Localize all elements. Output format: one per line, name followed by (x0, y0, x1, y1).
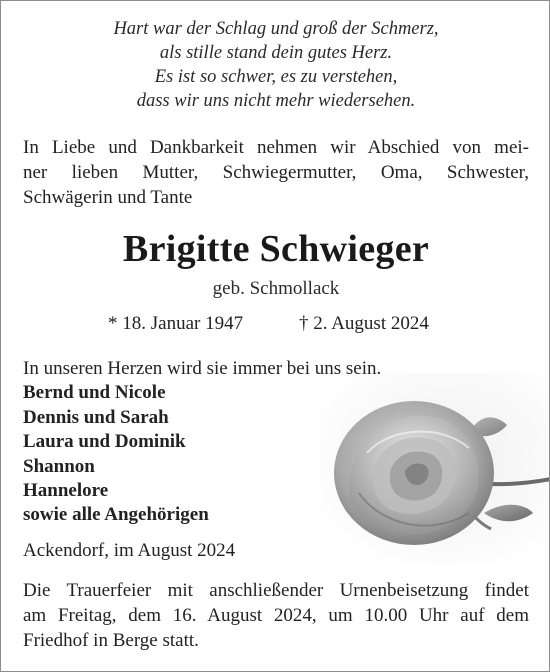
family-member: Dennis und Sarah (23, 406, 169, 428)
poem-line: Es ist so schwer, es zu verstehen, (154, 67, 398, 87)
place-and-date: Ackendorf, im August 2024 (23, 540, 236, 561)
memorial-poem (1, 17, 550, 113)
intro-line: In Liebe und Dankbarkeit nehmen wir Abschied von mei- (23, 137, 529, 158)
deceased-name: Brigitte Schwieger (122, 228, 430, 270)
service-line: am Freitag, dem 16. August 2024, um 10.00 Uhr auf dem (23, 605, 529, 626)
poem-line: dass wir uns nicht mehr wiedersehen. (136, 91, 416, 111)
farewell-intro (23, 135, 529, 210)
birth-date: * 18. Januar 1947 (108, 313, 244, 334)
birth-name: geb. Schmollack (212, 278, 340, 299)
poem-line: als stille stand dein gutes Herz. (159, 43, 393, 63)
funeral-service-info (23, 578, 529, 653)
poem-line: Hart war der Schlag und groß der Schmerz, (113, 19, 439, 39)
intro-line: ner lieben Mutter, Schwiegermutter, Oma, Schwester, (23, 162, 529, 183)
service-line: Friedhof in Berge statt. (23, 630, 199, 651)
family-signatures (23, 357, 529, 528)
family-member: Bernd und Nicole (23, 382, 166, 404)
family-lead-line: In unseren Herzen wird sie immer bei uns sein. (23, 358, 382, 379)
family-member: Laura und Dominik (23, 431, 186, 453)
family-member: sowie alle Angehörigen (23, 504, 209, 526)
death-date: † 2. August 2024 (299, 313, 429, 334)
family-member: Shannon (23, 455, 95, 477)
service-line: Die Trauerfeier mit anschließender Urnenbeisetzung findet (23, 580, 529, 601)
intro-line: Schwägerin und Tante (23, 187, 193, 208)
family-member: Hannelore (23, 480, 109, 502)
